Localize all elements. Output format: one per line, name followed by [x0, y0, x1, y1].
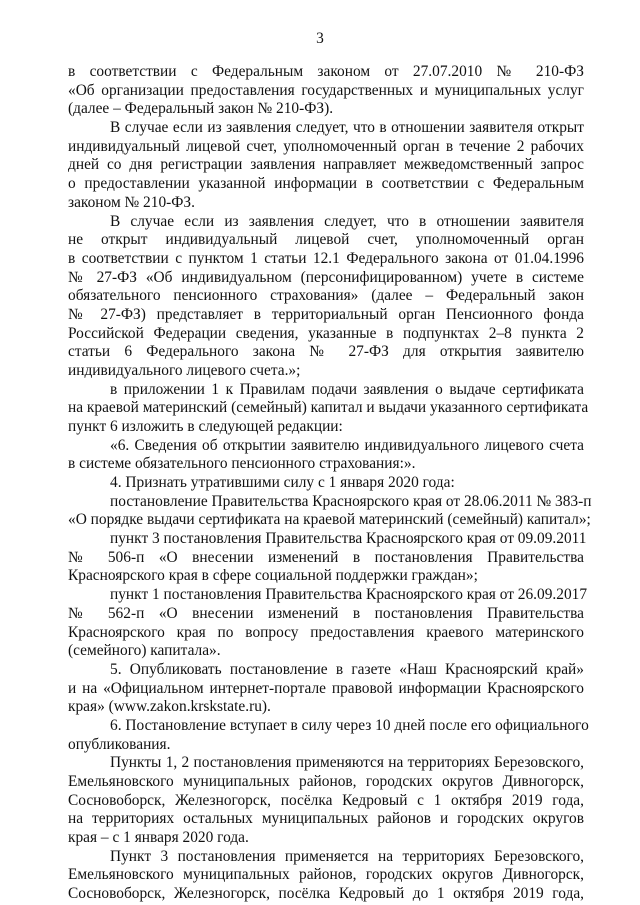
- text-line: 5. Опубликовать постановление в газете «Наш Красноярский край»: [110, 660, 584, 678]
- text-line: законом № 210-ФЗ.: [68, 193, 195, 211]
- text-line: в приложении 1 к Правилам подачи заявления о выдаче сертификата: [110, 380, 584, 398]
- text-line: № 27-ФЗ) представляет в территориальный орган Пенсионного фонда: [68, 305, 584, 323]
- text-line: индивидуальный лицевой счет, уполномоченный орган в течение 2 рабочих: [68, 137, 584, 155]
- text-line: пункт 1 постановления Правительства Красноярского края от 26.09.2017: [110, 586, 588, 604]
- text-line: № 562-п «О внесении изменений в постановления Правительства: [68, 604, 584, 622]
- text-line: индивидуального лицевого счета.»;: [68, 361, 301, 379]
- text-line: Пункт 3 постановления применяется на территориях Березовского,: [110, 847, 584, 865]
- text-line: и на «Официальном интернет-портале правовой информации Красноярского: [68, 679, 584, 697]
- text-line: о предоставлении указанной информации в соответствии с Федеральным: [68, 175, 584, 193]
- text-line: не открыт индивидуальный лицевой счет, уполномоченный орган: [68, 231, 584, 249]
- text-line: Красноярского края в сфере социальной поддержки граждан»;: [68, 567, 478, 585]
- text-line: В случае если из заявления следует, что в отношении заявителя: [110, 212, 584, 230]
- text-line: пункт 6 изложить в следующей редакции:: [68, 418, 343, 435]
- text-line: 4. Признать утратившими силу с 1 января 2020 года:: [110, 474, 455, 491]
- text-line: № 506-п «О внесении изменений в постановления Правительства: [68, 548, 584, 566]
- text-line: Емельяновского муниципальных районов, городских округов Дивногорск,: [68, 866, 584, 884]
- text-line: постановление Правительства Красноярского края от 28.06.2011 № 383-п: [110, 492, 592, 510]
- text-line: (семейного) капитала».: [68, 642, 221, 660]
- text-line: в соответствии с Федеральным законом от 27.07.2010 № 210-ФЗ: [68, 63, 584, 80]
- text-line: № 27-ФЗ «Об индивидуальном (персонифицированном) учете в системе: [68, 268, 584, 286]
- text-line: Красноярского края по вопросу предоставления краевого материнского: [68, 623, 584, 641]
- text-line: (далее – Федеральный закон № 210-ФЗ).: [68, 100, 334, 118]
- text-line: края» (www.zakon.krskstate.ru).: [68, 698, 271, 716]
- text-line: в системе обязательного пенсионного страхования:».: [68, 455, 416, 473]
- text-line: на территориях остальных муниципальных районов и городских округов: [68, 810, 584, 828]
- text-line: Сосновоборск, Железногорск, посёлка Кедровый до 1 октября 2019 года,: [68, 885, 584, 902]
- text-line: дней со дня регистрации заявления направляет межведомственный запрос: [68, 156, 584, 174]
- text-line: статьи 6 Федерального закона № 27-ФЗ для открытия заявителю: [68, 343, 584, 361]
- text-line: обязательного пенсионного страхования» (далее – Федеральный закон: [68, 287, 584, 305]
- text-line: Емельяновского муниципальных районов, городских округов Дивногорск,: [68, 772, 584, 790]
- text-line: Российской Федерации сведения, указанные в подпунктах 2–8 пункта 2: [68, 324, 584, 342]
- text-line: края – с 1 января 2020 года.: [68, 829, 249, 846]
- text-line: Пункты 1, 2 постановления применяются на территориях Березовского,: [110, 754, 584, 772]
- text-line: В случае если из заявления следует, что в отношении заявителя открыт: [110, 119, 584, 136]
- page-number: 3: [316, 30, 324, 47]
- text-line: «Об организации предоставления государственных и муниципальных услуг: [68, 81, 584, 99]
- text-line: на краевой материнский (семейный) капитал и выдачи указанного сертификата: [68, 399, 589, 417]
- text-line: пункт 3 постановления Правительства Красноярского края от 09.09.2011: [110, 530, 587, 547]
- text-line: Сосновоборск, Железногорск, посёлка Кедровый с 1 октября 2019 года,: [68, 791, 584, 809]
- text-line: 6. Постановление вступает в силу через 10 дней после его официального: [110, 716, 589, 734]
- text-line: в соответствии с пунктом 1 статьи 12.1 Федерального закона от 01.04.1996: [68, 249, 584, 267]
- text-line: опубликования.: [68, 735, 171, 753]
- text-line: «О порядке выдачи сертификата на краевой материнский (семейный) капитал»;: [68, 511, 591, 529]
- text-line: «6. Сведения об открытии заявителю индивидуального лицевого счета: [110, 436, 584, 454]
